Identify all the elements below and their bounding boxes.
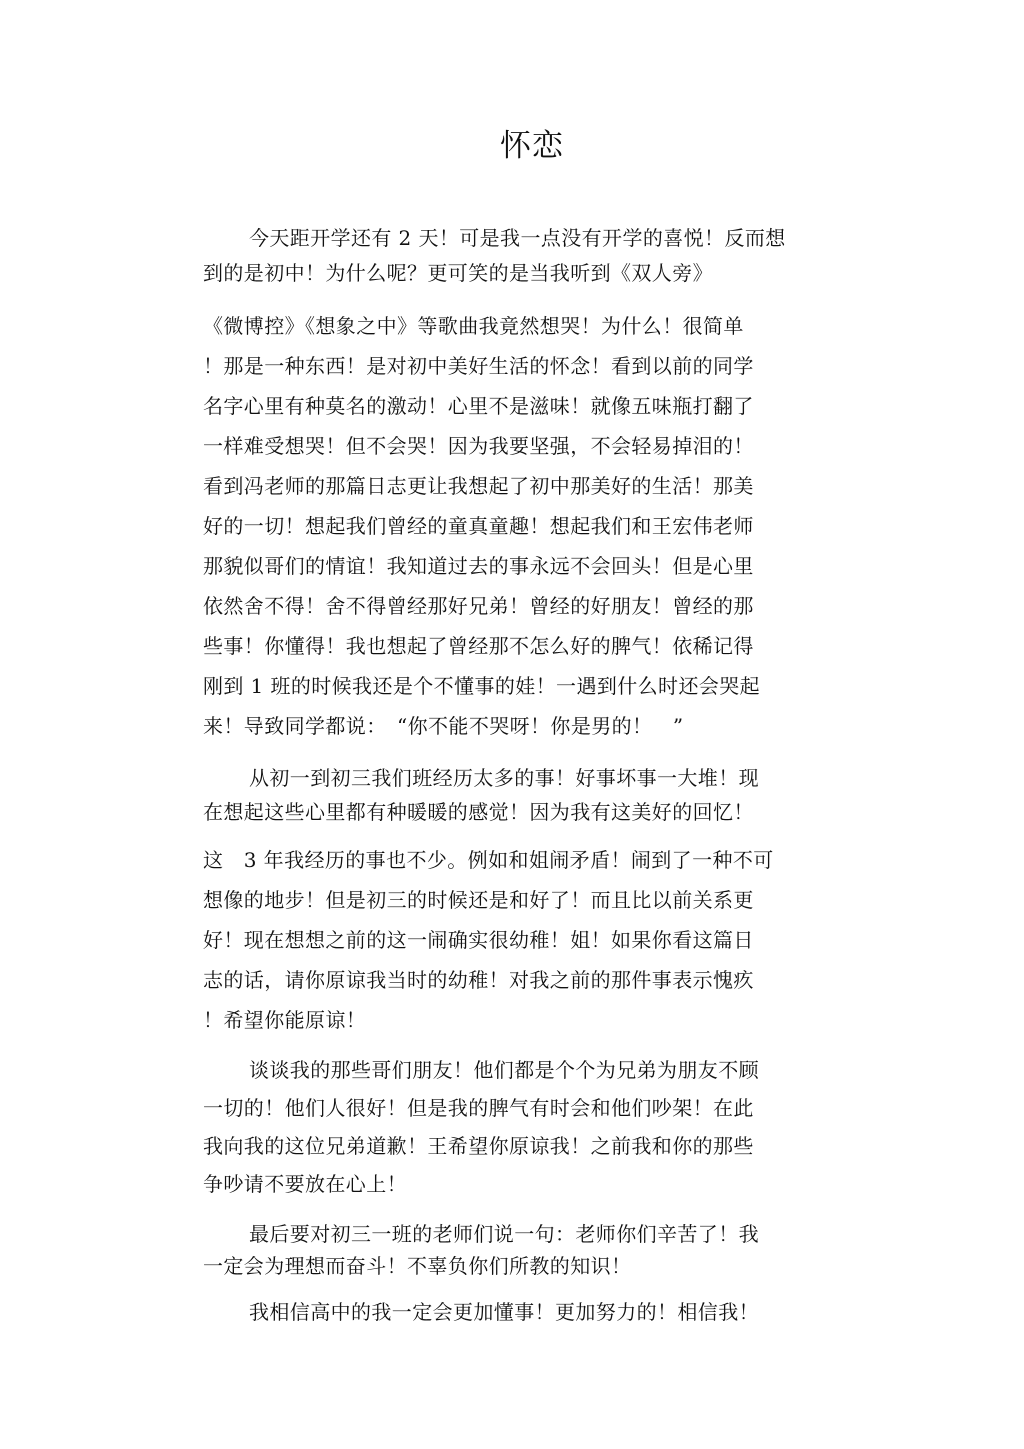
- text-line: 我向我的这位兄弟道歉！王希望你原谅我！之前我和你的那些: [203, 1134, 754, 1158]
- text-line: 看到冯老师的那篇日志更让我想起了初中那美好的生活！那美: [203, 474, 754, 498]
- text-line: 一样难受想哭！但不会哭！因为我要坚强，不会轻易掉泪的！: [203, 434, 754, 458]
- text-line: ！希望你能原谅！: [203, 1008, 367, 1032]
- text-line: 这 3 年我经历的事也不少。例如和姐闹矛盾！闹到了一种不可: [203, 848, 774, 872]
- text-line: 志的话，请你原谅我当时的幼稚！对我之前的那件事表示愧疚: [203, 968, 754, 992]
- text-line: 我相信高中的我一定会更加懂事！更加努力的！相信我！: [249, 1300, 759, 1324]
- text-line: 依然舍不得！舍不得曾经那好兄弟！曾经的好朋友！曾经的那: [203, 594, 754, 618]
- text-line: 《微博控》《想象之中》等歌曲我竟然想哭！为什么！很简单: [203, 314, 744, 338]
- text-line: 一切的！他们人很好！但是我的脾气有时会和他们吵架！在此: [203, 1096, 754, 1120]
- text-line: 谈谈我的那些哥们朋友！他们都是个个为兄弟为朋友不顾: [249, 1058, 759, 1082]
- text-line: 名字心里有种莫名的激动！心里不是滋味！就像五味瓶打翻了: [203, 394, 754, 418]
- text-line: 在想起这些心里都有种暖暖的感觉！因为我有这美好的回忆！: [203, 800, 754, 824]
- text-line: ！那是一种东西！是对初中美好生活的怀念！看到以前的同学: [203, 354, 754, 378]
- text-line: 好！现在想想之前的这一闹确实很幼稚！姐！如果你看这篇日: [203, 928, 754, 952]
- text-line: 到的是初中！为什么呢？更可笑的是当我听到《双人旁》: [203, 261, 713, 285]
- document-title: 怀恋: [500, 128, 564, 164]
- text-line: 些事！你懂得！我也想起了曾经那不怎么好的脾气！依稀记得: [203, 634, 754, 658]
- text-line: 刚到 1 班的时候我还是个不懂事的娃！一遇到什么时还会哭起: [203, 674, 761, 698]
- text-line: 好的一切！想起我们曾经的童真童趣！想起我们和王宏伟老师: [203, 514, 754, 538]
- text-line: 那貌似哥们的情谊！我知道过去的事永远不会回头！但是心里: [203, 554, 754, 578]
- text-line: 一定会为理想而奋斗！不辜负你们所教的知识！: [203, 1254, 632, 1278]
- text-line: 来！导致同学都说： “你不能不哭呀！你是男的！ ”: [203, 714, 684, 738]
- text-line: 最后要对初三一班的老师们说一句：老师你们辛苦了！我: [249, 1222, 759, 1246]
- text-line: 想像的地步！但是初三的时候还是和好了！而且比以前关系更: [203, 888, 754, 912]
- text-line: 从初一到初三我们班经历太多的事！好事坏事一大堆！现: [249, 766, 759, 790]
- text-line: 今天距开学还有 2 天！可是我一点没有开学的喜悦！反而想: [249, 226, 786, 250]
- text-line: 争吵请不要放在心上！: [203, 1172, 407, 1196]
